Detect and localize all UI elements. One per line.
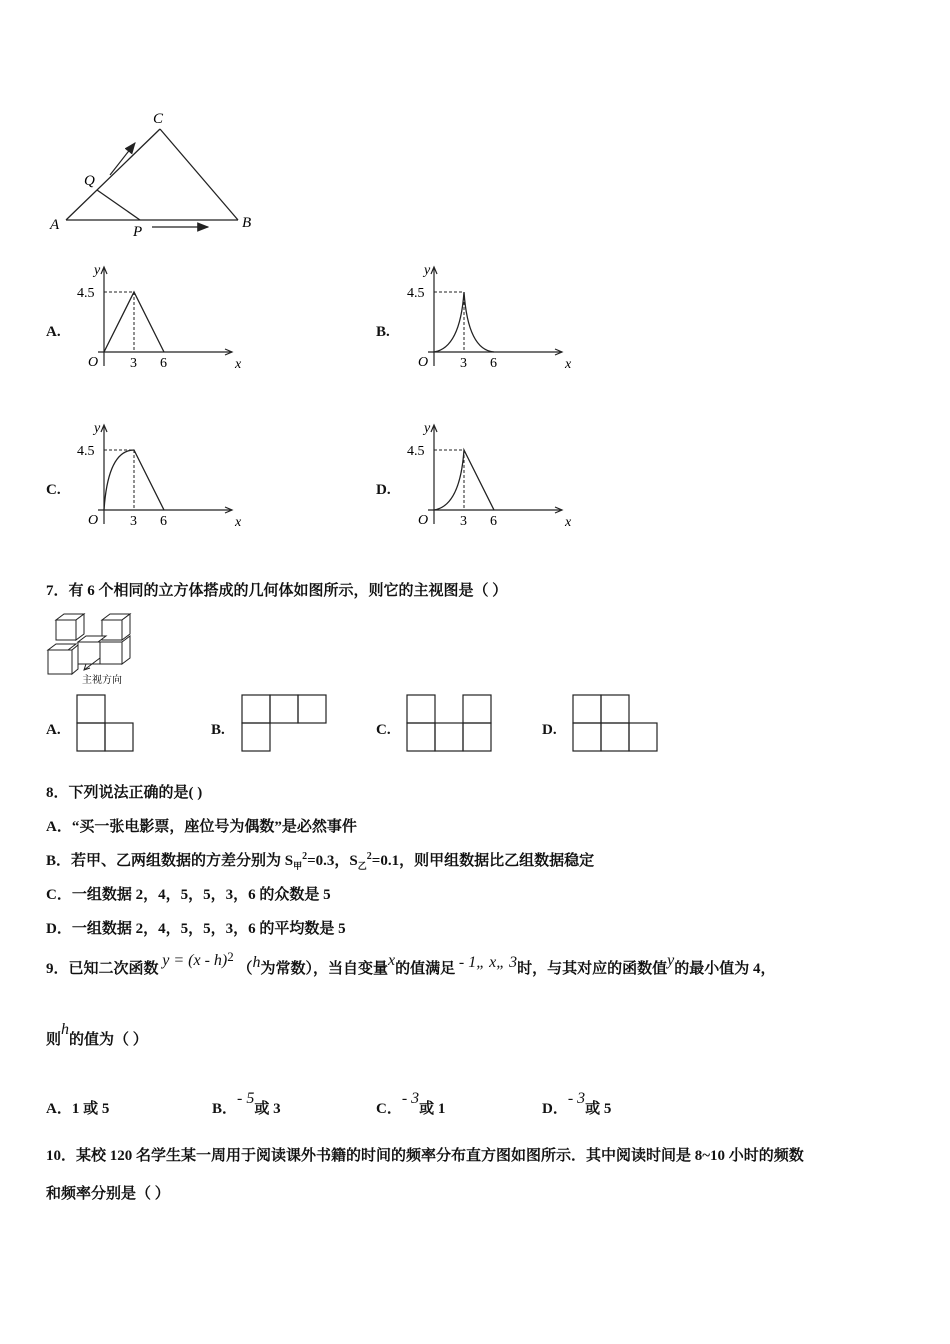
origin-label: O — [418, 513, 429, 528]
q6-option-b-label[interactable]: B. — [376, 324, 390, 340]
view-square — [77, 723, 105, 751]
view-square — [573, 695, 601, 723]
peak-label: 4.5 — [77, 444, 95, 459]
view-square — [298, 695, 326, 723]
triangle-figure — [40, 105, 270, 240]
peak-label: 4.5 — [407, 444, 425, 459]
origin-label: O — [418, 355, 429, 370]
y-label: y — [94, 263, 101, 278]
tick-6: 6 — [490, 514, 497, 529]
q7-option-c-label[interactable]: C. — [376, 722, 391, 738]
q7-question: 7．有 6 个相同的立方体搭成的几何体如图所示，则它的主视图是（ ） — [46, 583, 508, 599]
view-square — [573, 723, 601, 751]
q9-option-a[interactable]: A．1 或 5 — [46, 1101, 110, 1117]
tick-3: 3 — [460, 514, 467, 529]
label-b: B — [242, 215, 252, 231]
y-label: y — [424, 263, 431, 278]
q7-option-a-label[interactable]: A. — [46, 722, 61, 738]
view-square — [463, 723, 491, 751]
q6-option-a-label[interactable]: A. — [46, 324, 61, 340]
segment-pq — [97, 190, 140, 220]
x-label: x — [565, 515, 572, 530]
y-label: y — [424, 421, 431, 436]
origin-label: O — [88, 513, 99, 528]
q9-option-d[interactable]: D．- 3或 5 — [542, 1090, 612, 1117]
tick-6: 6 — [160, 514, 167, 529]
q7-option-c-view[interactable] — [406, 694, 498, 756]
q8-option-d[interactable]: D．一组数据 2，4，5，5，3，6 的平均数是 5 — [46, 921, 346, 937]
q7-option-d-view[interactable] — [572, 694, 664, 756]
view-square — [242, 695, 270, 723]
view-square — [435, 723, 463, 751]
q8-option-b[interactable]: B．若甲、乙两组数据的方差分别为 $S_甲^2=0.3$，$S_乙^2=0.1$，则甲组数据比乙组数据稳定 — [46, 851, 595, 871]
tick-3: 3 — [130, 514, 137, 529]
cube-solid-figure — [44, 612, 144, 688]
view-square — [270, 695, 298, 723]
view-square — [601, 695, 629, 723]
q10-question-line2: 和频率分别是（ ） — [46, 1186, 170, 1202]
label-c: C — [153, 111, 164, 127]
q9-option-b[interactable]: B．- 5或 3 — [212, 1090, 281, 1117]
q6-option-c-label[interactable]: C. — [46, 482, 61, 498]
q9-formula: y = (x - h) — [162, 952, 228, 969]
origin-label: O — [88, 355, 99, 370]
q7-option-a-view[interactable] — [76, 694, 168, 756]
label-p: P — [133, 224, 143, 240]
q10-question-line1: 10．某校 120 名学生某一周用于阅读课外书籍的时间的频率分布直方图如图所示．其中阅读时间是 8~10 小时的频数 — [46, 1148, 804, 1164]
q6-option-d-graph[interactable] — [406, 418, 572, 538]
tick-6: 6 — [160, 356, 167, 371]
q8-question: 8．下列说法正确的是( ) — [46, 785, 203, 801]
tick-6: 6 — [490, 356, 497, 371]
view-square — [105, 723, 133, 751]
q8-option-a[interactable]: A．“买一张电影票，座位号为偶数”是必然事件 — [46, 819, 357, 835]
q6-option-c-graph[interactable] — [76, 418, 242, 538]
q9-question-line2: 则h的值为（ ） — [46, 1021, 148, 1048]
q7-option-b-view[interactable] — [241, 694, 333, 756]
x-label: x — [235, 515, 242, 530]
x-label: x — [565, 357, 572, 372]
view-square — [463, 695, 491, 723]
side-cb — [160, 129, 238, 220]
side-ac — [66, 129, 160, 220]
peak-label: 4.5 — [407, 286, 425, 301]
q6-option-b-graph[interactable] — [406, 260, 572, 380]
peak-label: 4.5 — [77, 286, 95, 301]
view-square — [77, 695, 105, 723]
q7-option-b-label[interactable]: B. — [211, 722, 225, 738]
q9-range: - 1„ x„ 3 — [458, 954, 518, 971]
q9-question-line1: 9．已知二次函数 y = (x - h)$^2$ （h为常数），当自变量x的值满足 - 1„ x„ 3时，与其对应的函数值y的最小值为 4， — [46, 949, 776, 977]
x-label: x — [235, 357, 242, 372]
y-label: y — [94, 421, 101, 436]
view-square — [407, 723, 435, 751]
view-square — [242, 723, 270, 751]
tick-3: 3 — [130, 356, 137, 371]
view-direction-label: 主视方向 — [82, 675, 122, 686]
view-square — [629, 723, 657, 751]
q6-option-d-label[interactable]: D. — [376, 482, 391, 498]
arrow-q-direction — [110, 143, 135, 175]
view-square — [407, 695, 435, 723]
q9-option-c[interactable]: C．- 3或 1 — [376, 1090, 446, 1117]
q7-option-d-label[interactable]: D. — [542, 722, 557, 738]
label-q: Q — [84, 173, 95, 189]
label-a: A — [50, 217, 60, 233]
q6-option-a-graph[interactable] — [76, 260, 242, 380]
tick-3: 3 — [460, 356, 467, 371]
view-square — [601, 723, 629, 751]
q8-option-c[interactable]: C．一组数据 2，4，5，5，3，6 的众数是 5 — [46, 887, 331, 903]
